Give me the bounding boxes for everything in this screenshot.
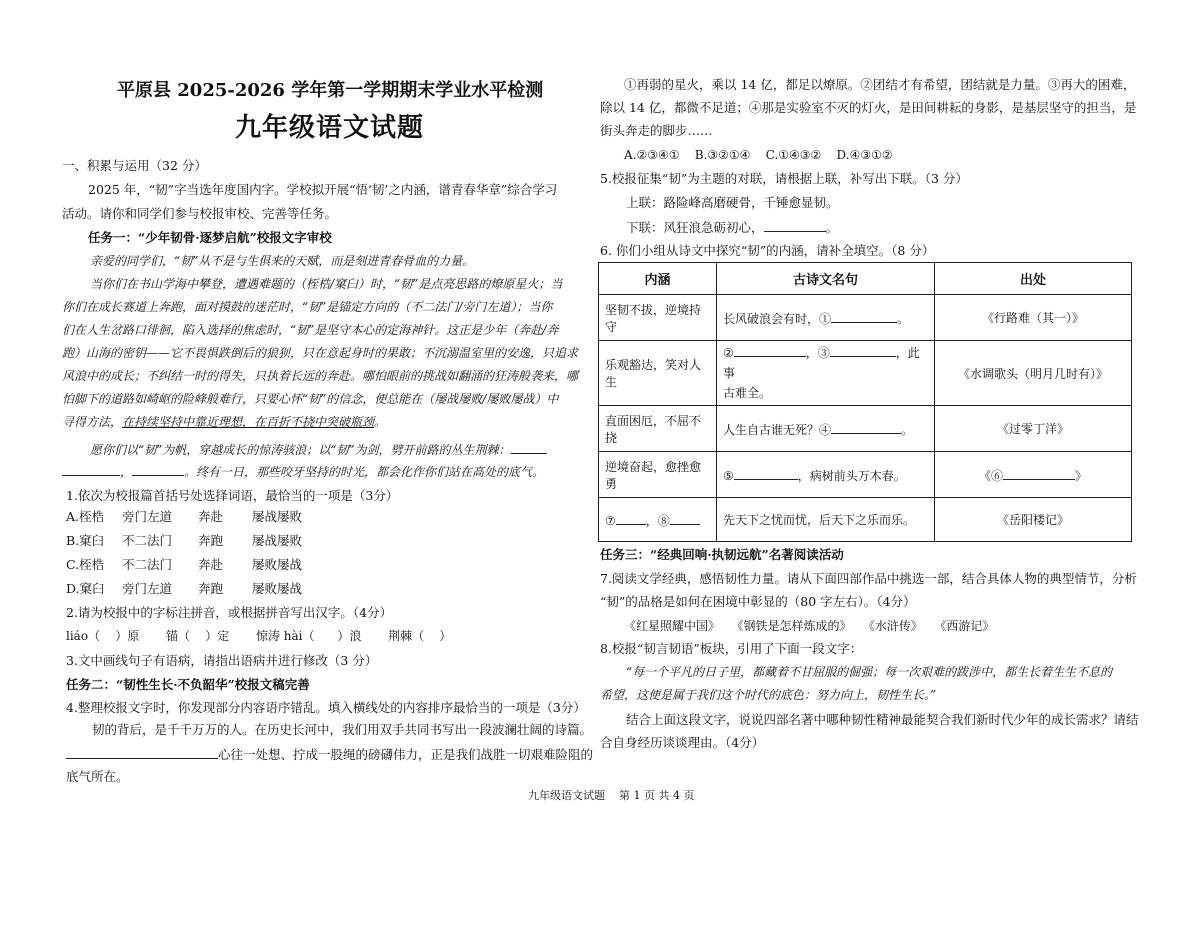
table-cell: 《行路难（其一）》 — [935, 295, 1132, 341]
q1-stem: 1.依次为校报篇首括号处选择词语，最恰当的一项是（3分） — [66, 488, 399, 503]
option-word: 屡败屡战 — [252, 557, 303, 572]
table-row — [599, 452, 1132, 498]
passage-text: 。 — [374, 415, 387, 429]
passage-line: ， 。终有一日，那些咬牙坚持的时光，都会化作你们站在高处的底气。 — [62, 462, 544, 481]
passage-line: 当你们在书山学海中攀登，遭遇难题的（桎梏/窠臼）时，“韧”是点亮思路的燎原星火；当 — [90, 277, 563, 291]
poetry-table — [598, 262, 1132, 542]
option-word: 奔跑 — [198, 533, 224, 548]
answer-blank[interactable] — [66, 745, 218, 759]
table-cell: 人生自古谁无死？④ 。 — [717, 406, 935, 452]
answer-blank[interactable] — [616, 511, 646, 525]
blank-number: ② — [723, 346, 734, 360]
task2-heading: 任务二：“韧性生长·不负韶华”校报文稿完善 — [66, 677, 310, 692]
table-cell: 《岳阳楼记》 — [935, 498, 1132, 542]
blank-number: ⑧ — [657, 513, 670, 528]
option-key: B.窠臼 — [66, 533, 105, 548]
table-row — [599, 295, 1132, 341]
cell-text: 人生自古谁无死？ — [723, 422, 820, 437]
option-row[interactable] — [66, 556, 366, 580]
answer-blank[interactable] — [132, 462, 184, 476]
option-word: 不二法门 — [122, 533, 173, 548]
option-row[interactable] — [66, 508, 366, 532]
answer-blank[interactable] — [764, 218, 826, 232]
passage-line — [90, 440, 547, 459]
option-word: 不二法门 — [122, 557, 173, 572]
cell-text: 《 — [978, 468, 991, 483]
option-word: 旁门左道 — [122, 509, 173, 524]
table-cell: 先天下之忧而忧，后天下之乐而乐。 — [717, 498, 935, 542]
intro-line: 2025 年，“韧”字当选年度国内字。学校拟开展“悟‘韧’之内涵，谱青春华章”综合学习 — [88, 182, 558, 197]
q4-cont-line: 街头奔走的脚步…… — [600, 123, 713, 138]
option-key: A.桎梏 — [66, 509, 105, 524]
table-cell: ⑦ ，⑧ — [599, 498, 717, 542]
answer-blank[interactable] — [831, 309, 897, 323]
passage-line — [62, 413, 386, 431]
table-row — [599, 341, 1132, 406]
cell-text: 长风破浪会有时， — [723, 311, 820, 326]
exam-title-line2: 九年级语文试题 — [235, 113, 425, 143]
page-footer: 九年级语文试题 第 1 页 共 4 页 — [528, 789, 695, 802]
option-word: 屡败屡战 — [252, 581, 303, 596]
q4-cont-line: 除以 14 亿，都微不足道；④那是实验室不灭的灯火，是田间耕耘的身影，是基层坚守的担当，是 — [600, 100, 1137, 115]
passage-line: 们在人生岔路口徘徊，陷入选择的焦虑时，“韧”是坚守本心的定海神针。这正是少年（奔赴/奔 — [62, 323, 559, 337]
q7-line: 7.阅读文学经典，感悟韧性力量。请从下面四部作品中挑选一部，结合具体人物的典型情节，分析 — [600, 571, 1137, 586]
option-word: 旁门左道 — [122, 581, 173, 596]
option-key: C.桎梏 — [66, 557, 105, 572]
option-word: 奔赴 — [198, 557, 224, 572]
passage-line: 风浪中的成长；不纠结一时的得失，只执着长远的奔赴。哪怕眼前的挑战如翻涌的狂涛般袭来，哪 — [62, 369, 579, 383]
table-cell: 《水调歌头（明月几时有）》 — [935, 341, 1132, 406]
exam-title-line1: 平原县 2025-2026 学年第一学期期末学业水平检测 — [117, 80, 544, 101]
q5-upper: 上联：路险峰高磨硬骨，千锤愈显韧。 — [626, 195, 839, 210]
table-cell — [717, 452, 935, 498]
task3-heading: 任务三：“经典回响·执韧远航”名著阅读活动 — [600, 547, 844, 562]
answer-blank[interactable] — [830, 343, 896, 357]
blank-number: ⑥ — [990, 468, 1003, 483]
passage-line: 你们在成长赛道上奔跑，面对摸鼓的迷茫时，“韧”是锚定方向的（不二法门/旁门左道）；当你 — [62, 300, 553, 314]
passage-line: 亲爱的同学们，“韧”从不是与生俱来的天赋，而是刻进青春骨血的力量。 — [90, 254, 475, 268]
passage-text: 。终有一日，那些咬牙坚持的时光，都会化作你们站在高处的底气。 — [184, 465, 545, 479]
answer-blank[interactable] — [734, 343, 806, 357]
table-header: 古诗文名句 — [717, 263, 935, 295]
cell-text: ，病树前头万木春。 — [797, 468, 906, 483]
table-cell: 坚韧不拔，逆境持守 — [599, 295, 717, 341]
passage-text: 寻得方法， — [62, 415, 123, 429]
cell-text: ，此事 — [723, 346, 920, 380]
table-cell — [935, 452, 1132, 498]
section-heading: 一、积累与运用（32 分） — [62, 158, 207, 173]
table-cell: 《过零丁洋》 — [935, 406, 1132, 452]
answer-blank[interactable] — [670, 511, 700, 525]
q4-stem: 4.整理校报文字时，你发现部分内容语序错乱。填入横线处的内容排序最恰当的一项是（3分） — [66, 700, 586, 715]
blank-number: ⑦ — [605, 513, 616, 528]
cell-text: 古难全。 — [723, 386, 772, 400]
q5-lower: 下联：风狂浪急砺初心， 。 — [626, 220, 839, 235]
table-header: 内涵 — [599, 263, 717, 295]
table-cell: ② ，③ ，此事 古难全。 — [717, 341, 935, 406]
blank-number: ③ — [817, 346, 830, 360]
q4-cont-line: ①再弱的星火，乘以 14 亿，都足以燎原。②团结才有希望，团结就是力量。③再大的困难， — [624, 77, 1136, 92]
task1-heading: 任务一：“少年韧骨·逐梦启航”校报文字审校 — [88, 230, 332, 245]
answer-blank[interactable] — [1003, 466, 1075, 480]
q6-stem: 6. 你们小组从诗文中探究“韧”的内涵，请补全填空。（8 分） — [600, 243, 935, 258]
q3-stem: 3.文中画线句子有语病，请指出语病并进行修改（3 分） — [66, 653, 378, 668]
q7-line: “韧”的品格是如何在困境中彰显的（80 字左右）。（4分） — [600, 594, 916, 609]
answer-blank[interactable] — [831, 420, 901, 434]
q2-stem: 2.请为校报中的字标注拼音，或根据拼音写出汉字。（4分） — [66, 605, 393, 620]
cell-text: 》 — [1075, 468, 1088, 483]
option-row[interactable] — [66, 580, 366, 604]
passage-text: 愿你们以“韧”为帆，穿越成长的惊涛骇浪；以“韧”为剑，劈开前路的丛生荆棘： — [90, 443, 511, 457]
q1-options — [66, 508, 366, 604]
passage-line: 跑）山海的密钥——它不畏惧跌倒后的狼狈，只在意起身时的果敢；不沉溺温室里的安逸，只追求 — [62, 346, 579, 360]
q5-lower-text: 下联：风狂浪急砺初心， — [626, 220, 764, 235]
table-cell: 长风破浪会有时，① 。 — [717, 295, 935, 341]
blank-number: ⑤ — [723, 468, 734, 483]
q4-line — [66, 745, 593, 764]
q2-items[interactable]: liáo（ ）原 锚（ ）定 惊涛 hài（ ）浪 荆棘（ ） — [66, 629, 452, 643]
q8-quote: “每一个平凡的日子里，都藏着不甘屈服的倔强；每一次艰难的跋涉中，都生长着生生不息的 — [626, 665, 1113, 679]
blank-number: ④ — [819, 422, 832, 437]
table-cell: 乐观豁达，笑对人生 — [599, 341, 717, 406]
table-cell: 直面困厄，不屈不挠 — [599, 406, 717, 452]
option-word: 奔赴 — [198, 509, 224, 524]
q4-line: 底气所在。 — [66, 769, 129, 784]
option-row[interactable] — [66, 532, 366, 556]
answer-blank[interactable] — [62, 462, 120, 476]
answer-blank[interactable] — [511, 440, 547, 454]
q7-books: 《红星照耀中国》 《钢铁是怎样炼成的》 《水浒传》 《西游记》 — [624, 619, 995, 633]
option-word: 屡战屡败 — [252, 533, 303, 548]
q5-stem: 5.校报征集“韧”为主题的对联，请根据上联，补写出下联。（3 分） — [600, 171, 968, 186]
q8-quote: 希望，这便是属于我们这个时代的底色：努力向上，韧性生长。” — [600, 688, 937, 702]
q8-stem: 8.校报“韧言韧语”板块，引用了下面一段文字： — [600, 641, 863, 656]
q8-ask: 合自身经历谈谈理由。（4分） — [600, 735, 765, 750]
underlined-sentence: 在持续坚持中靠近理想，在百折不挠中突破瓶颈 — [122, 415, 375, 429]
q4-line: 韧的背后，是千千万万的人。在历史长河中，我们用双手共同书写出一段波澜壮阔的诗篇。 — [92, 722, 593, 737]
intro-line: 活动。请你和同学们参与校报审校、完善等任务。 — [62, 206, 338, 221]
q8-ask: 结合上面这段文字，说说四部名著中哪种韧性精神最能契合我们新时代少年的成长需求？请结 — [626, 712, 1139, 727]
q4-text: 心往一处想、拧成一股绳的磅礴伟力，正是我们战胜一切艰难险阻的 — [218, 747, 594, 762]
answer-blank[interactable] — [734, 466, 798, 480]
table-row — [599, 498, 1132, 542]
q4-options[interactable]: A.②③④① B.③②①④ C.①④③② D.④③①② — [624, 148, 893, 162]
option-key: D.窠臼 — [66, 581, 105, 596]
option-word: 屡战屡败 — [252, 509, 303, 524]
blank-number: ① — [819, 311, 832, 326]
table-header: 出处 — [935, 263, 1132, 295]
passage-line: 怕脚下的道路如崎岖的险峰般难行，只要心怀“韧”的信念，便总能在（屡战屡败/屡败屡战）中 — [62, 392, 559, 406]
option-word: 奔跑 — [198, 581, 224, 596]
table-row — [599, 406, 1132, 452]
table-cell: 逆境奋起，愈挫愈勇 — [599, 452, 717, 498]
